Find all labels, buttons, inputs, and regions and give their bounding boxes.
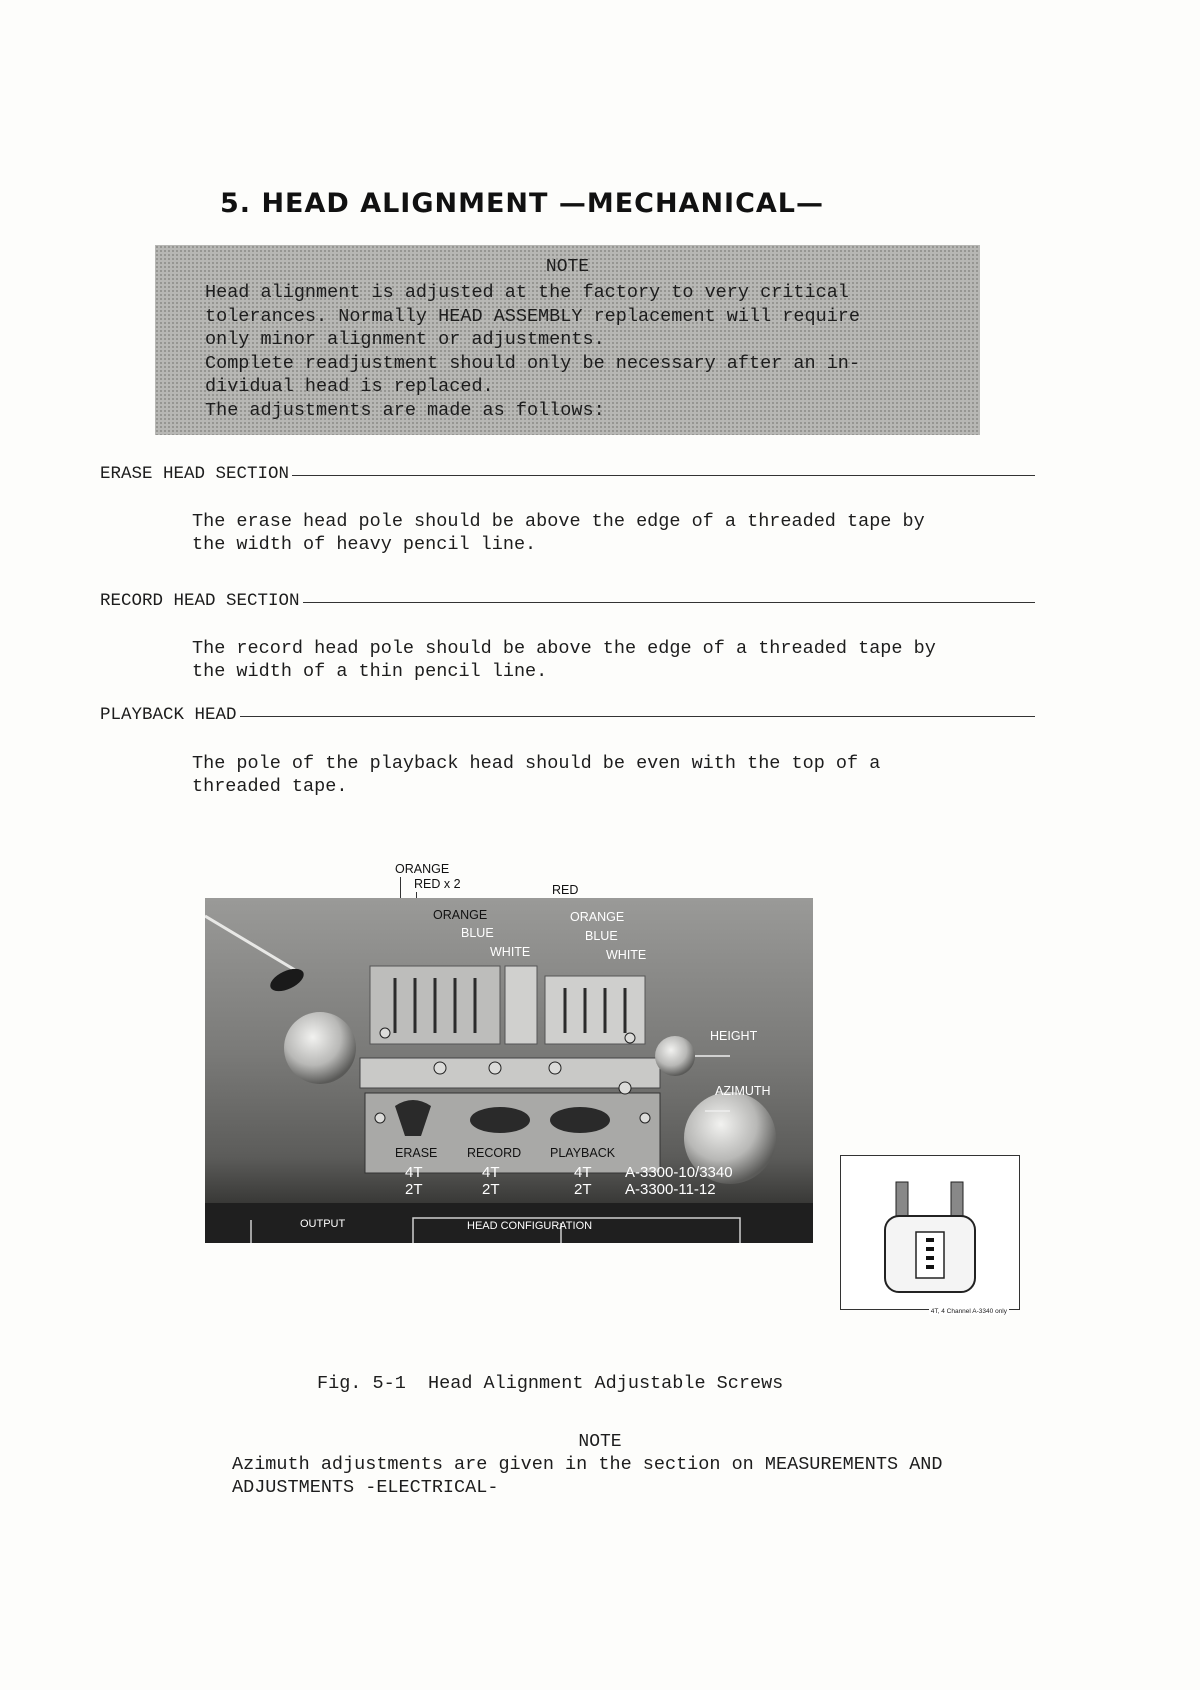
note-line: Complete readjustment should only be necessary after an in-	[205, 352, 861, 374]
note-line: only minor alignment or adjustments.	[205, 329, 605, 350]
section-text-record: The record head pole should be above the edge of a threaded tape by the width of a thin pencil line.	[192, 638, 936, 682]
callout-white-right: WHITE	[606, 948, 647, 962]
section-heading-label: PLAYBACK HEAD	[100, 705, 237, 725]
label-output: OUTPUT	[300, 1218, 346, 1230]
label-4t-playback: 4T	[574, 1164, 592, 1181]
section-heading-erase	[100, 464, 1035, 484]
callout-record: RECORD	[467, 1146, 522, 1160]
callout-erase: ERASE	[395, 1146, 438, 1160]
note-line: Head alignment is adjusted at the factory to very critical	[205, 282, 849, 303]
label-2t-record: 2T	[482, 1181, 500, 1198]
callout-blue-left: BLUE	[461, 926, 494, 940]
note-line: The adjustments are made as follows:	[205, 399, 605, 421]
label-4t-erase: 4T	[405, 1164, 423, 1181]
inset-caption: 4T, 4 Channel A-3340 only	[930, 1308, 1007, 1315]
callout-white-left: WHITE	[490, 945, 531, 959]
callout-height: HEIGHT	[710, 1029, 758, 1043]
label-2t-erase: 2T	[405, 1181, 423, 1198]
section-heading-playback	[100, 705, 1035, 725]
callout-orange-left: ORANGE	[433, 908, 488, 922]
bottom-note-text: Azimuth adjustments are given in the section on MEASUREMENTS AND ADJUSTMENTS -ELECTRICAL-	[232, 1454, 943, 1498]
section-text-playback: The pole of the playback head should be even with the top of a threaded tape.	[192, 753, 881, 797]
section-rule	[292, 475, 1035, 476]
note-heading: NOTE	[545, 257, 590, 277]
label-head-configuration: HEAD CONFIGURATION	[467, 1220, 593, 1232]
section-heading-label: RECORD HEAD SECTION	[100, 591, 300, 611]
callout-blue-right: BLUE	[585, 929, 618, 943]
label-4t-record: 4T	[482, 1164, 500, 1181]
section-heading-record	[100, 591, 1035, 611]
callout-playback: PLAYBACK	[550, 1146, 616, 1160]
callout-red: RED	[552, 883, 579, 897]
page-title: 5. HEAD ALIGNMENT —MECHANICAL—	[220, 188, 825, 219]
section-rule	[240, 716, 1035, 717]
callout-azimuth: AZIMUTH	[715, 1084, 771, 1098]
note-line: tolerances. Normally HEAD ASSEMBLY replacement will require	[205, 305, 861, 327]
note-line: dividual head is replaced.	[205, 376, 494, 397]
bottom-note-heading: NOTE	[578, 1432, 622, 1452]
note-box	[155, 245, 980, 435]
inset-head-drawing	[841, 1156, 1019, 1309]
figure-caption: Fig. 5-1 Head Alignment Adjustable Screws	[317, 1373, 784, 1394]
head-assembly-photo	[205, 898, 813, 1243]
note-body	[205, 281, 860, 422]
callout-orange-right: ORANGE	[570, 910, 625, 924]
section-text-erase: The erase head pole should be above the edge of a threaded tape by the width of heavy pencil line.	[192, 511, 925, 555]
label-model-4t: A-3300-10/3340	[625, 1164, 733, 1181]
inset-4-channel-head	[840, 1155, 1020, 1315]
section-rule	[303, 602, 1035, 603]
callout-red-x2: RED x 2	[414, 877, 461, 891]
section-heading-label: ERASE HEAD SECTION	[100, 464, 290, 484]
callout-orange: ORANGE	[395, 862, 450, 876]
label-model-2t: A-3300-11-12	[625, 1181, 716, 1198]
label-2t-playback: 2T	[574, 1181, 592, 1198]
